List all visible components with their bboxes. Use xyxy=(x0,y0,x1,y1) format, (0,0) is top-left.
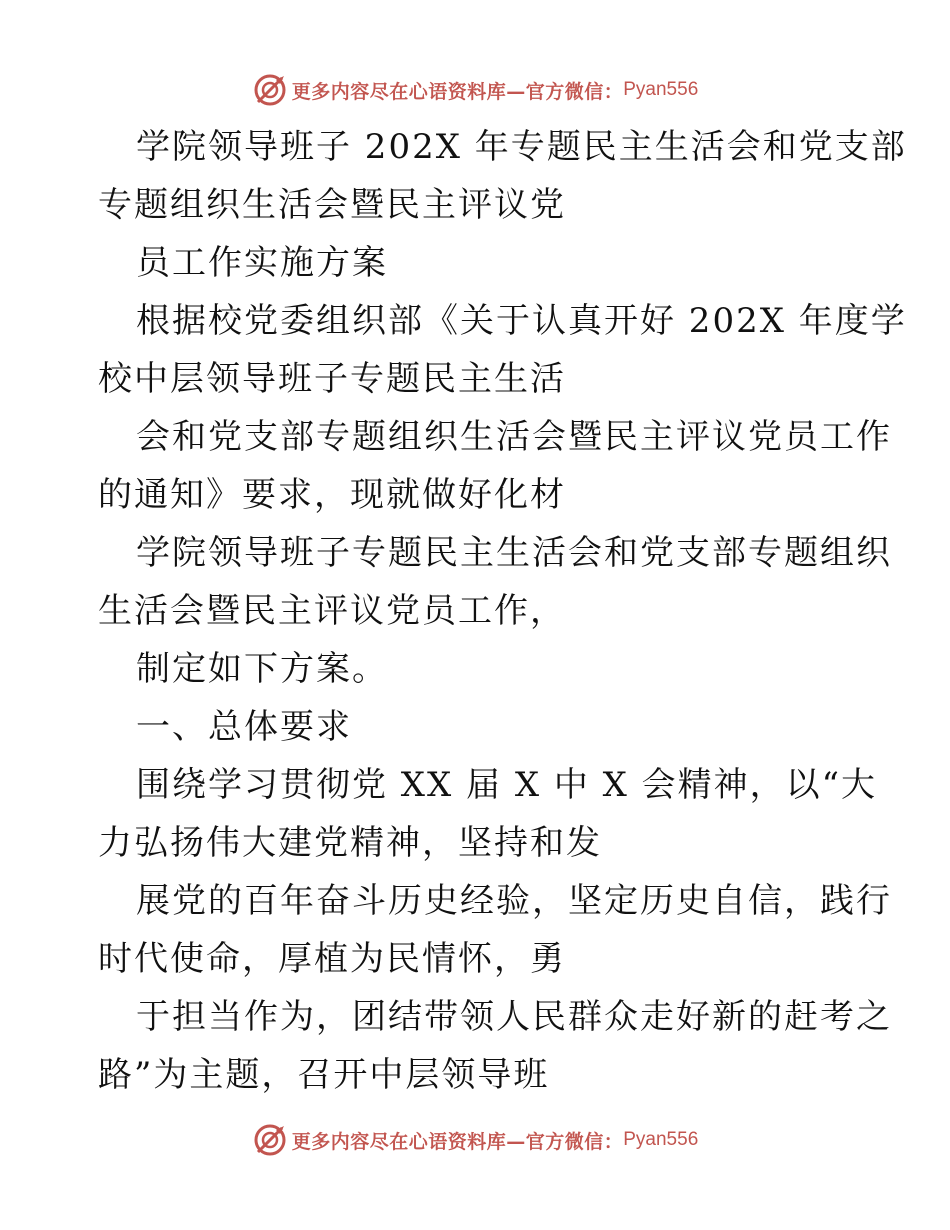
text-line-9: 生活会暨民主评议党员工作， xyxy=(98,591,566,631)
header-banner xyxy=(0,70,950,110)
text-line-14: 展党的百年奋斗历史经验，坚定历史自信，践行 xyxy=(136,881,892,921)
text-line-3: 员工作实施方案 xyxy=(136,243,388,283)
text-line-10: 制定如下方案。 xyxy=(136,649,388,689)
text-line-8: 学院领导班子专题民主生活会和党支部专题组织 xyxy=(136,533,892,573)
text-line-7: 的通知》要求，现就做好化材 xyxy=(98,475,566,515)
text-line-2: 专题组织生活会暨民主评议党 xyxy=(98,185,566,225)
section-heading: 一、总体要求 xyxy=(136,707,352,747)
banner-text: 更多内容尽在心语资料库—官方微信： xyxy=(291,1130,624,1153)
text-line-12: 围绕学习贯彻党 XX 届 X 中 X 会精神，以“大 xyxy=(136,765,878,805)
text-line-6: 会和党支部专题组织生活会暨民主评议党员工作 xyxy=(136,417,892,457)
logo-icon xyxy=(252,72,288,108)
text-line-16: 于担当作为，团结带领人民群众走好新的赶考之 xyxy=(136,997,892,1037)
banner-text: 更多内容尽在心语资料库—官方微信： xyxy=(291,80,624,103)
text-line-4: 根据校党委组织部《关于认真开好 202X 年度学 xyxy=(136,301,907,341)
text-line-1: 学院领导班子 202X 年专题民主生活会和党支部 xyxy=(136,127,907,167)
banner-wechat-id: Pyan556 xyxy=(623,1129,699,1150)
banner-wechat-id: Pyan556 xyxy=(623,79,699,100)
text-line-17: 路”为主题，召开中层领导班 xyxy=(98,1055,550,1095)
logo-icon xyxy=(252,1122,288,1158)
text-line-13: 力弘扬伟大建党精神，坚持和发 xyxy=(98,823,602,863)
footer-banner xyxy=(0,1120,950,1160)
text-line-5: 校中层领导班子专题民主生活 xyxy=(98,359,566,399)
text-line-15: 时代使命，厚植为民情怀，勇 xyxy=(98,939,566,979)
